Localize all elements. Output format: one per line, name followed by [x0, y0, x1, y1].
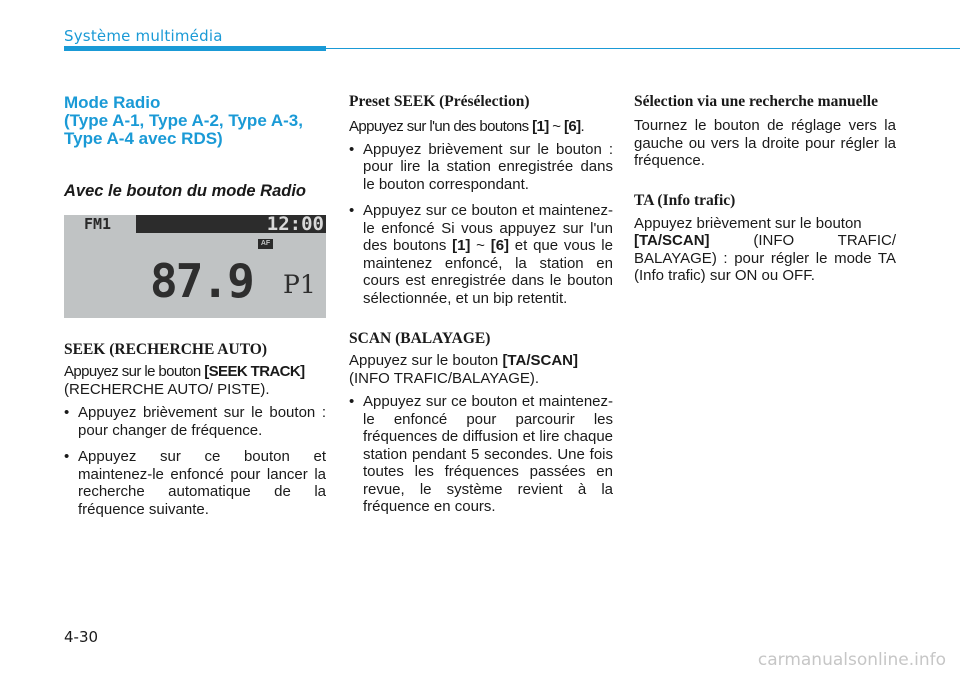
display-band: FM1: [64, 215, 136, 233]
preset-bullet-list: [349, 141, 613, 308]
header-rule-thin: [326, 48, 960, 49]
seek-intro-suffix: (RECHERCHE AUTO/ PISTE).: [64, 380, 270, 398]
display-frequency: 87.9: [150, 254, 253, 308]
mode-title-line2: (Type A-1, Type A-2, Type A-3,: [64, 111, 303, 130]
seek-track-button-label: [SEEK TRACK]: [204, 363, 305, 380]
preset-intro-sep: ~: [548, 118, 564, 135]
mode-title: [64, 94, 326, 148]
scan-intro-prefix: Appuyez sur le bouton: [349, 352, 503, 369]
radio-display-image: [64, 215, 326, 318]
preset-bullet-2-sep: ~: [470, 237, 491, 254]
preset-bullet-2-btn1: [1]: [452, 237, 471, 254]
seek-intro: [64, 363, 326, 381]
ta-button-label: [TA/SCAN]: [634, 232, 710, 249]
preset-btn-1: [1]: [532, 118, 549, 135]
scan-bullet-list: [349, 393, 613, 516]
preset-bullet-1: • Appuyez brièvement sur le bouton : pour lire la station enregistrée dans le bouton correspondant.: [349, 141, 613, 194]
scan-intro: [349, 352, 613, 370]
column-1: [64, 92, 326, 518]
preset-bullet-2-btn2: [6]: [490, 237, 510, 254]
preset-btn-6: [6]: [563, 118, 581, 135]
preset-bullet-2: [349, 202, 613, 307]
preset-intro-prefix: Appuyez sur l'un des boutons: [349, 118, 533, 135]
seek-bullet-1: • Appuyez brièvement sur le bouton : pour changer de fréquence.: [64, 404, 326, 439]
display-preset: P1: [283, 270, 316, 299]
preset-intro-end: .: [580, 118, 585, 135]
seek-bullet-2: • Appuyez sur ce bouton et maintenez-le enfoncé pour lancer la recherche automatique de la fréquence suivante.: [64, 448, 326, 518]
section-title: Système multimédia: [64, 27, 223, 45]
preset-intro: [349, 118, 613, 136]
preset-heading: Preset SEEK (Présélection): [349, 93, 530, 110]
display-clock: 12:00: [266, 213, 324, 235]
ta-heading: TA (Info trafic): [634, 191, 736, 209]
seek-bullet-list: [64, 404, 326, 518]
column-3: [634, 92, 896, 285]
mode-title-line1: Mode Radio: [64, 93, 161, 112]
preset-bullet-2-part2: et que vous le maintenez enfoncé, la station en cours est enregistrée dans le bouton sélectionnée, et un bip retentit.: [363, 237, 613, 307]
manual-heading: Sélection via une recherche manuelle: [634, 93, 878, 110]
scan-bullet: • Appuyez sur ce bouton et maintenez-le enfoncé pour parcourir les fréquences de diffusion et lire chaque station pendant 5 secondes. Une fois toutes les fréquences passées en revue, le système revient à la fréquence en cours.: [349, 393, 613, 516]
seek-heading: SEEK (RECHERCHE AUTO): [64, 341, 267, 358]
header-rule-thick: [64, 46, 326, 51]
radio-button-subheading: Avec le bouton du mode Radio: [64, 182, 307, 200]
watermark: carmanualsonline.info: [757, 650, 946, 670]
af-badge-icon: AF: [258, 239, 273, 249]
scan-intro-suffix: (INFO TRAFIC/BALAYAGE).: [349, 369, 540, 387]
seek-intro-prefix: Appuyez sur le bouton: [64, 363, 205, 380]
ta-scan-button-label: [TA/SCAN]: [502, 352, 578, 369]
page-number: 4-30: [64, 628, 99, 646]
column-2: [349, 92, 613, 516]
ta-text: [634, 232, 896, 285]
mode-title-line3: Type A-4 avec RDS): [64, 129, 223, 148]
preset-bullet-2-part1: Appuyez sur ce bouton et maintenez-le enfoncé Si vous appuyez sur l'un des boutons: [363, 202, 613, 254]
ta-intro: Appuyez brièvement sur le bouton: [634, 214, 862, 232]
ta-text-body: (INFO TRAFIC/ BALAYAGE) : pour régler le mode TA (Info trafic) sur ON ou OFF.: [634, 232, 896, 284]
manual-text: Tournez le bouton de réglage vers la gauche ou vers la droite pour régler la fréquence.: [634, 117, 896, 169]
scan-heading: SCAN (BALAYAGE): [349, 330, 491, 347]
